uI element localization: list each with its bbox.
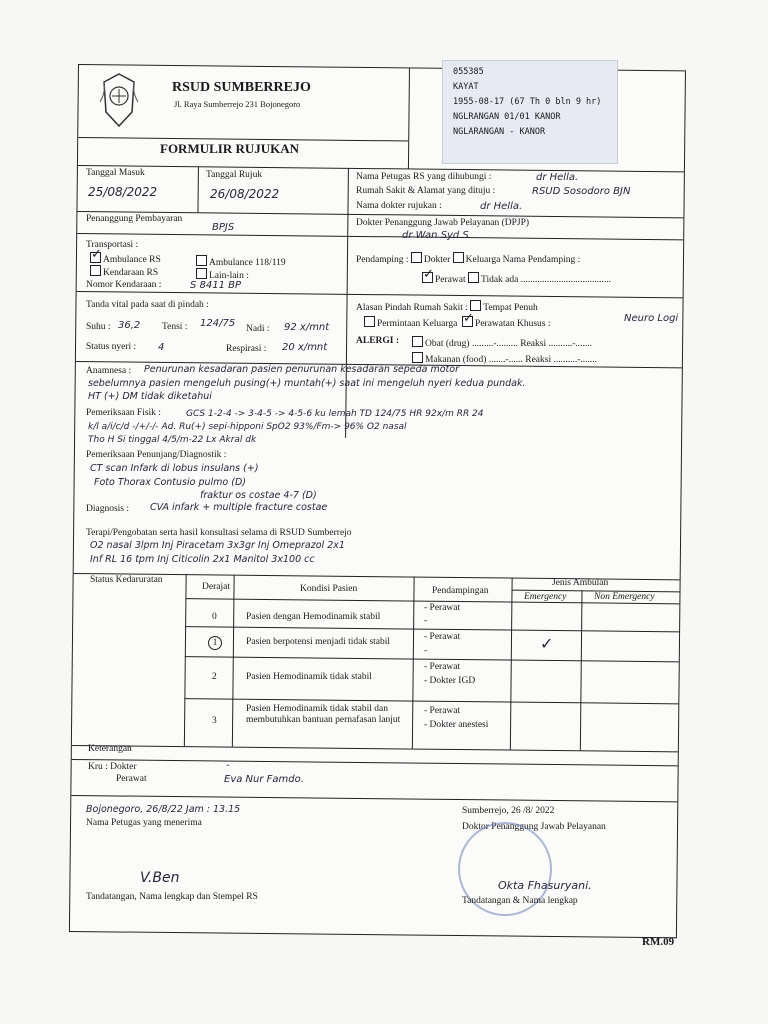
checkbox[interactable] bbox=[412, 336, 423, 347]
diagnosis-value: CVA infark + multiple fracture costae bbox=[150, 502, 328, 513]
divider bbox=[184, 574, 187, 746]
nadi-value: 92 x/mnt bbox=[284, 322, 330, 333]
penunjang-line3: fraktur os costae 4-7 (D) bbox=[200, 490, 317, 501]
tanggal-masuk-value: 25/08/2022 bbox=[88, 185, 158, 199]
transport-ambulance-rs[interactable]: ✓Ambulance RS bbox=[90, 252, 161, 266]
divider bbox=[77, 233, 683, 240]
divider bbox=[345, 168, 349, 438]
keterangan-label: Keterangan bbox=[88, 744, 132, 754]
hospital-name: RSUD SUMBERREJO bbox=[172, 80, 311, 95]
checkbox[interactable] bbox=[196, 268, 207, 279]
row2-p1: - Perawat bbox=[424, 662, 461, 672]
hospital-logo-icon bbox=[98, 72, 140, 128]
checkbox[interactable] bbox=[412, 352, 423, 363]
rs-tujuan-value: RSUD Sosodoro BJN bbox=[532, 186, 631, 197]
tanggal-rujuk-value: 26/08/2022 bbox=[210, 187, 280, 201]
col-emergency: Emergency bbox=[524, 592, 567, 602]
patient-sticker bbox=[442, 60, 618, 164]
anamnesa-line1: Penurunan kesadaran pasien penurunan kesadaran sepeda motor bbox=[144, 364, 460, 375]
patient-village: NGLARANGAN - KANOR bbox=[453, 127, 546, 137]
penunjang-line2: Foto Thorax Contusio pulmo (D) bbox=[94, 477, 246, 488]
respirasi-label: Respirasi : bbox=[226, 344, 267, 354]
terapi-label: Terapi/Pengobatan serta hasil konsultasi selama di RSUD Sumberrejo bbox=[86, 528, 352, 538]
left-sign-date: Bojonegoro, 26/8/22 Jam : 13.15 bbox=[86, 804, 241, 815]
divider bbox=[580, 590, 583, 750]
alergi-label: ALERGI : bbox=[356, 336, 400, 346]
anamnesa-line3: HT (+) DM tidak diketahui bbox=[88, 391, 212, 402]
form-title: FORMULIR RUJUKAN bbox=[160, 141, 300, 156]
checkbox-checked[interactable] bbox=[462, 316, 473, 327]
patient-name: KAYAT bbox=[453, 82, 479, 92]
terapi-line1: O2 nasal 3lpm Inj Piracetam 3x3gr Inj Omeprazol 2x1 bbox=[90, 540, 345, 551]
checkbox-checked[interactable] bbox=[90, 252, 101, 263]
row3-p1: - Perawat bbox=[424, 706, 461, 716]
divider bbox=[232, 575, 235, 747]
kru-perawat-label: Perawat bbox=[116, 774, 147, 784]
divider bbox=[72, 759, 678, 766]
row1-derajat: 1 bbox=[208, 636, 222, 650]
row2-p2: - Dokter IGD bbox=[424, 676, 476, 686]
nomor-kendaraan-value: S 8411 BP bbox=[190, 280, 242, 291]
transport-lain[interactable]: Lain-lain : bbox=[196, 268, 249, 282]
fisik-line1: GCS 1-2-4 -> 3-4-5 -> 4-5-6 ku lemah TD 124/75 HR 92x/m RR 24 bbox=[186, 409, 484, 419]
checkbox[interactable] bbox=[90, 265, 101, 276]
transport-kendaraan-rs[interactable]: Kendaraan RS bbox=[90, 265, 158, 279]
row1-emergency-check: ✓ bbox=[540, 634, 554, 653]
respirasi-value: 20 x/mnt bbox=[282, 342, 328, 353]
penunjang-line1: CT scan Infark di lobus insulans (+) bbox=[90, 463, 259, 474]
col-status: Status Kedaruratan bbox=[90, 575, 163, 585]
row0-kondisi: Pasien dengan Hemodinamik stabil bbox=[246, 612, 381, 622]
tensi-value: 124/75 bbox=[200, 318, 236, 329]
transport-label: Transportasi : bbox=[86, 240, 139, 250]
checkbox[interactable] bbox=[411, 252, 422, 263]
divider bbox=[510, 578, 513, 750]
col-pendamping: Pendampingan bbox=[432, 586, 489, 596]
patient-address: NGLRANGAN 01/01 KANOR bbox=[453, 112, 561, 122]
diagnosis-label: Diagnosis : bbox=[86, 504, 130, 514]
row0-p1: - Perawat bbox=[424, 603, 461, 613]
divider bbox=[77, 291, 683, 298]
suhu-value: 36,2 bbox=[118, 320, 141, 331]
anamnesa-label: Anamnesa : bbox=[86, 366, 132, 376]
tensi-label: Tensi : bbox=[162, 322, 188, 332]
dokter-rujukan-value: dr Hella. bbox=[480, 201, 523, 212]
alergi-obat: Obat (drug) .........-......... Reaksi ..........-....... bbox=[412, 336, 592, 350]
petugas-value: dr Hella. bbox=[536, 172, 579, 183]
divider bbox=[408, 68, 410, 168]
right-sign-date: Sumberrejo, 26 /8/ 2022 bbox=[462, 806, 555, 816]
col-derajat: Derajat bbox=[202, 582, 230, 592]
divider bbox=[71, 795, 677, 802]
nadi-label: Nadi : bbox=[246, 324, 270, 334]
checkbox[interactable] bbox=[364, 316, 375, 327]
penunjang-label: Pemeriksaan Penunjang/Diagnostik : bbox=[86, 450, 227, 460]
divider bbox=[197, 166, 198, 212]
row1-p1: - Perawat bbox=[424, 632, 461, 642]
patient-rm-number: 055385 bbox=[453, 67, 484, 77]
row0-p2: - bbox=[424, 616, 428, 626]
pendamping-row2: ✓Perawat Tidak ada ...................................... bbox=[422, 272, 611, 286]
transport-ambulance-118[interactable]: Ambulance 118/119 bbox=[196, 255, 286, 269]
fisik-label: Pemeriksaan Fisik : bbox=[86, 408, 161, 418]
checkbox[interactable] bbox=[453, 252, 464, 263]
suhu-label: Suhu : bbox=[86, 322, 111, 332]
alasan-label: Alasan Pindah Rumah Sakit : Tempat Penuh bbox=[356, 300, 538, 314]
alergi-makanan: Makanan (food) .......-...... Reaksi ..........-....... bbox=[412, 352, 597, 366]
right-signature-name: Okta Fhasuryani. bbox=[498, 879, 592, 892]
alasan-khusus-value: Neuro Logi bbox=[624, 313, 679, 324]
checkbox[interactable] bbox=[196, 255, 207, 266]
nomor-kendaraan-label: Nomor Kendaraan : bbox=[86, 280, 162, 290]
nyeri-value: 4 bbox=[158, 342, 165, 353]
col-non-emergency: Non Emergency bbox=[594, 592, 655, 602]
left-sign-footer: Tandatangan, Nama lengkap dan Stempel RS bbox=[86, 892, 258, 902]
nyeri-label: Status nyeri : bbox=[86, 342, 137, 352]
tanggal-masuk-label: Tanggal Masuk bbox=[86, 168, 145, 178]
row1-p2: - bbox=[424, 646, 428, 656]
vital-label: Tanda vital pada saat di pindah : bbox=[86, 300, 209, 310]
kru-perawat-value: Eva Nur Famdo. bbox=[224, 774, 304, 785]
col-kondisi: Kondisi Pasien bbox=[300, 584, 358, 594]
right-sign-footer: Tandatangan & Nama lengkap bbox=[462, 896, 578, 906]
penanggung-label: Penanggung Pembayaran bbox=[86, 214, 183, 224]
row2-kondisi: Pasien Hemodinamik tidak stabil bbox=[246, 672, 372, 682]
tanggal-rujuk-label: Tanggal Rujuk bbox=[206, 170, 263, 180]
checkbox[interactable] bbox=[468, 272, 479, 283]
col-ambulan: Jenis Ambulan bbox=[552, 578, 609, 588]
row3-derajat: 3 bbox=[212, 716, 217, 726]
petugas-label: Nama Petugas RS yang dihubungi : bbox=[356, 172, 492, 182]
row0-derajat: 0 bbox=[212, 612, 217, 622]
fisik-line2: k/l a/i/c/d -/+/-/- Ad. Ru(+) sepi-hipponi SpO2 93%/Fm-> 96% O2 nasal bbox=[88, 422, 407, 432]
left-sign-label: Nama Petugas yang menerima bbox=[86, 818, 202, 828]
right-sign-label: Doktor Penanggung Jawab Pelayanan bbox=[462, 822, 606, 832]
row3-kondisi: Pasien Hemodinamik tidak stabil dan membutuhkan bantuan pernafasan lanjut bbox=[246, 704, 401, 725]
alasan-row2: Permintaan Keluarga ✓ Perawatan Khusus : bbox=[364, 316, 551, 330]
hospital-address: Jl. Raya Sumberrejo 231 Bojonegoro bbox=[174, 99, 301, 109]
dpjp-value: dr Wan Syd S bbox=[402, 230, 469, 241]
row3-p2: - Dokter anestesi bbox=[424, 720, 489, 730]
dpjp-label: Dokter Penanggung Jawab Pelayanan (DPJP) bbox=[356, 218, 530, 228]
penanggung-value: BPJS bbox=[212, 222, 235, 233]
terapi-line2: Inf RL 16 tpm Inj Citicolin 2x1 Manitol 3x100 cc bbox=[90, 554, 315, 565]
divider bbox=[72, 745, 678, 752]
fisik-line3: Tho H Si tinggal 4/5/m-22 Lx Akral dk bbox=[88, 435, 257, 445]
keterangan-value: - bbox=[226, 742, 230, 753]
row2-derajat: 2 bbox=[212, 672, 217, 682]
row1-kondisi: Pasien berpotensi menjadi tidak stabil bbox=[246, 637, 391, 647]
left-signature: V.Ben bbox=[140, 870, 180, 886]
dokter-rujukan-label: Nama dokter rujukan : bbox=[356, 201, 442, 211]
kru-dokter-value: - bbox=[226, 760, 230, 771]
checkbox-checked[interactable] bbox=[422, 272, 433, 283]
kru-dokter-label: Kru : Dokter bbox=[88, 762, 137, 772]
rs-tujuan-label: Rumah Sakit & Alamat yang dituju : bbox=[356, 186, 496, 196]
anamnesa-line2: sebelumnya pasien mengeluh pusing(+) muntah(+) saat ini mengeluh nyeri kedua pundak. bbox=[88, 378, 526, 389]
pendamping-label: Pendamping : Dokter Keluarga Nama Pendamping : bbox=[356, 252, 580, 266]
form-code: RM.09 bbox=[642, 936, 675, 948]
patient-birthdate: 1955-08-17 (67 Th 0 bln 9 hr) bbox=[453, 97, 602, 107]
